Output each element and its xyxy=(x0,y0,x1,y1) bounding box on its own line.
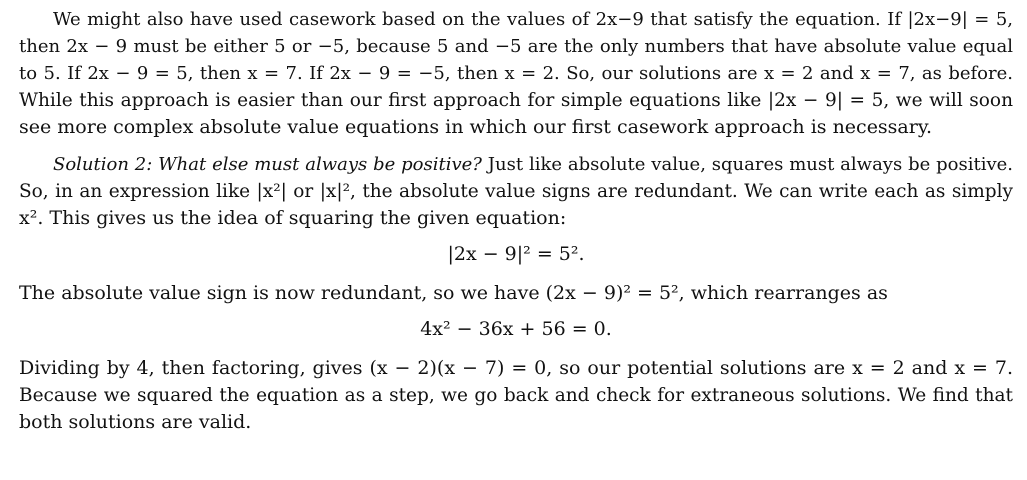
text-line: see more complex absolute value equations in which our first casework approach is necessary. xyxy=(19,116,933,138)
text-line: So, in an expression like |x²| or |x|², the absolute value signs are redundant. We can write each as simply xyxy=(19,181,1013,202)
solution-heading: Solution 2: What else must always be positive? xyxy=(53,154,482,175)
text-line: then 2x − 9 must be either 5 or −5, because 5 and −5 are the only numbers that have absolute value equal xyxy=(19,36,1013,57)
text-line: Dividing by 4, then factoring, gives (x − 2)(x − 7) = 0, so our potential solutions are x = 2 and x = 7. xyxy=(19,357,1013,379)
text-line: x². This gives us the idea of squaring the given equation: xyxy=(19,207,567,229)
equation-quadratic: 4x² − 36x + 56 = 0. xyxy=(420,318,612,340)
text-line: The absolute value sign is now redundant, so we have (2x − 9)² = 5², which rearranges as xyxy=(19,282,888,304)
paragraph-redundant xyxy=(19,280,1013,307)
paragraph-solution-2 xyxy=(19,151,1013,232)
text-line: We might also have used casework based on the values of 2x−9 that satisfy the equation. If |2x−9| = 5, xyxy=(53,9,1013,30)
text-line: Because we squared the equation as a step, we go back and check for extraneous solutions. We find that xyxy=(19,385,1013,406)
text-line xyxy=(19,151,1013,178)
equation-squared: |2x − 9|² = 5². xyxy=(447,243,585,265)
solution-heading-rest: Just like absolute value, squares must always be positive. xyxy=(481,154,1013,175)
text-line: to 5. If 2x − 9 = 5, then x = 7. If 2x − 9 = −5, then x = 2. So, our solutions are x = 2 and x = 7, as before. xyxy=(19,63,1013,84)
paragraph-casework xyxy=(19,6,1013,141)
text-line: both solutions are valid. xyxy=(19,411,252,433)
paragraph-conclusion xyxy=(19,355,1013,436)
text-line: While this approach is easier than our first approach for simple equations like |2x − 9| = 5, we will soon xyxy=(19,90,1013,111)
